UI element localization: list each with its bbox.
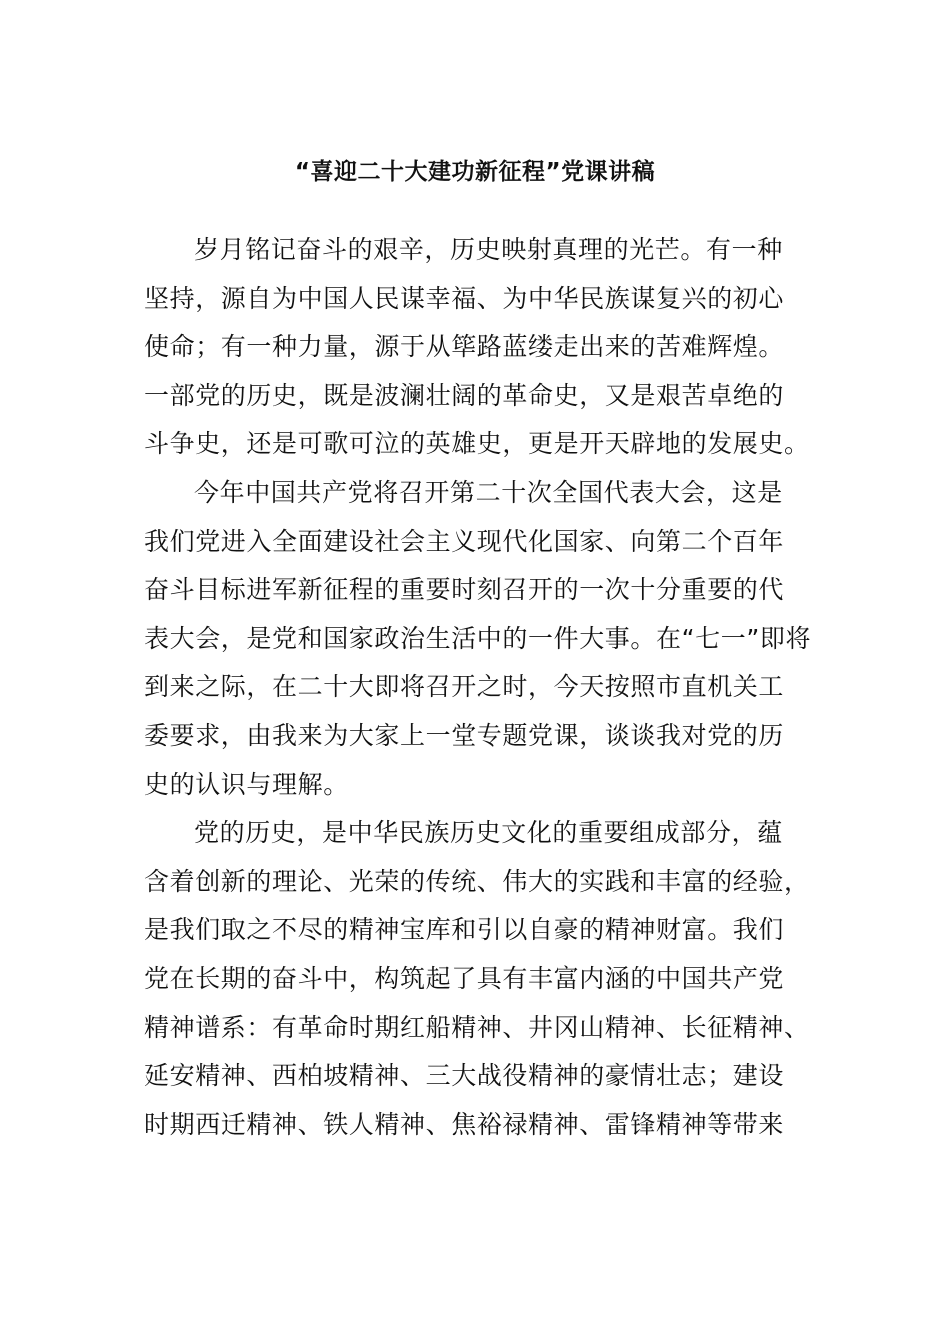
text-line: 我们党进入全面建设社会主义现代化国家、向第二个百年 <box>144 526 785 556</box>
text-line: 斗争史，还是可歌可泣的英雄史，更是开天辟地的发展史。 <box>144 429 810 459</box>
text-line: 延安精神、西柏坡精神、三大战役精神的豪情壮志；建设 <box>144 1061 785 1091</box>
text-line: 是我们取之不尽的精神宝库和引以自豪的精神财富。我们 <box>144 915 785 945</box>
text-line: 今年中国共产党将召开第二十次全国代表大会，这是 <box>194 477 783 507</box>
text-line: 奋斗目标进军新征程的重要时刻召开的一次十分重要的代 <box>144 575 785 605</box>
text-line: 时期西迁精神、铁人精神、焦裕禄精神、雷锋精神等带来 <box>144 1109 785 1139</box>
text-line: 坚持，源自为中国人民谋幸福、为中华民族谋复兴的初心 <box>144 283 785 313</box>
text-line: 含着创新的理论、光荣的传统、伟大的实践和丰富的经验， <box>144 866 810 896</box>
text-line: 委要求，由我来为大家上一堂专题党课，谈谈我对党的历 <box>144 720 785 750</box>
text-line: 党的历史，是中华民族历史文化的重要组成部分，蕴 <box>194 818 783 848</box>
text-line: 史的认识与理解。 <box>144 769 349 799</box>
text-line: 表大会，是党和国家政治生活中的一件大事。在“七一”即将 <box>144 623 812 653</box>
text-line: 使命；有一种力量，源于从筚路蓝缕走出来的苦难辉煌。 <box>144 332 785 362</box>
document-title: “喜迎二十大建功新征程”党课讲稿 <box>294 159 656 185</box>
text-line: 一部党的历史，既是波澜壮阔的革命史，又是艰苦卓绝的 <box>144 380 785 410</box>
text-line: 到来之际，在二十大即将召开之时，今天按照市直机关工 <box>144 672 785 702</box>
text-line: 精神谱系：有革命时期红船精神、井冈山精神、长征精神、 <box>144 1012 810 1042</box>
text-line: 岁月铭记奋斗的艰辛，历史映射真理的光芒。有一种 <box>194 235 783 264</box>
document-body <box>144 226 812 1149</box>
text-line: 党在长期的奋斗中，构筑起了具有丰富内涵的中国共产党 <box>144 963 785 993</box>
